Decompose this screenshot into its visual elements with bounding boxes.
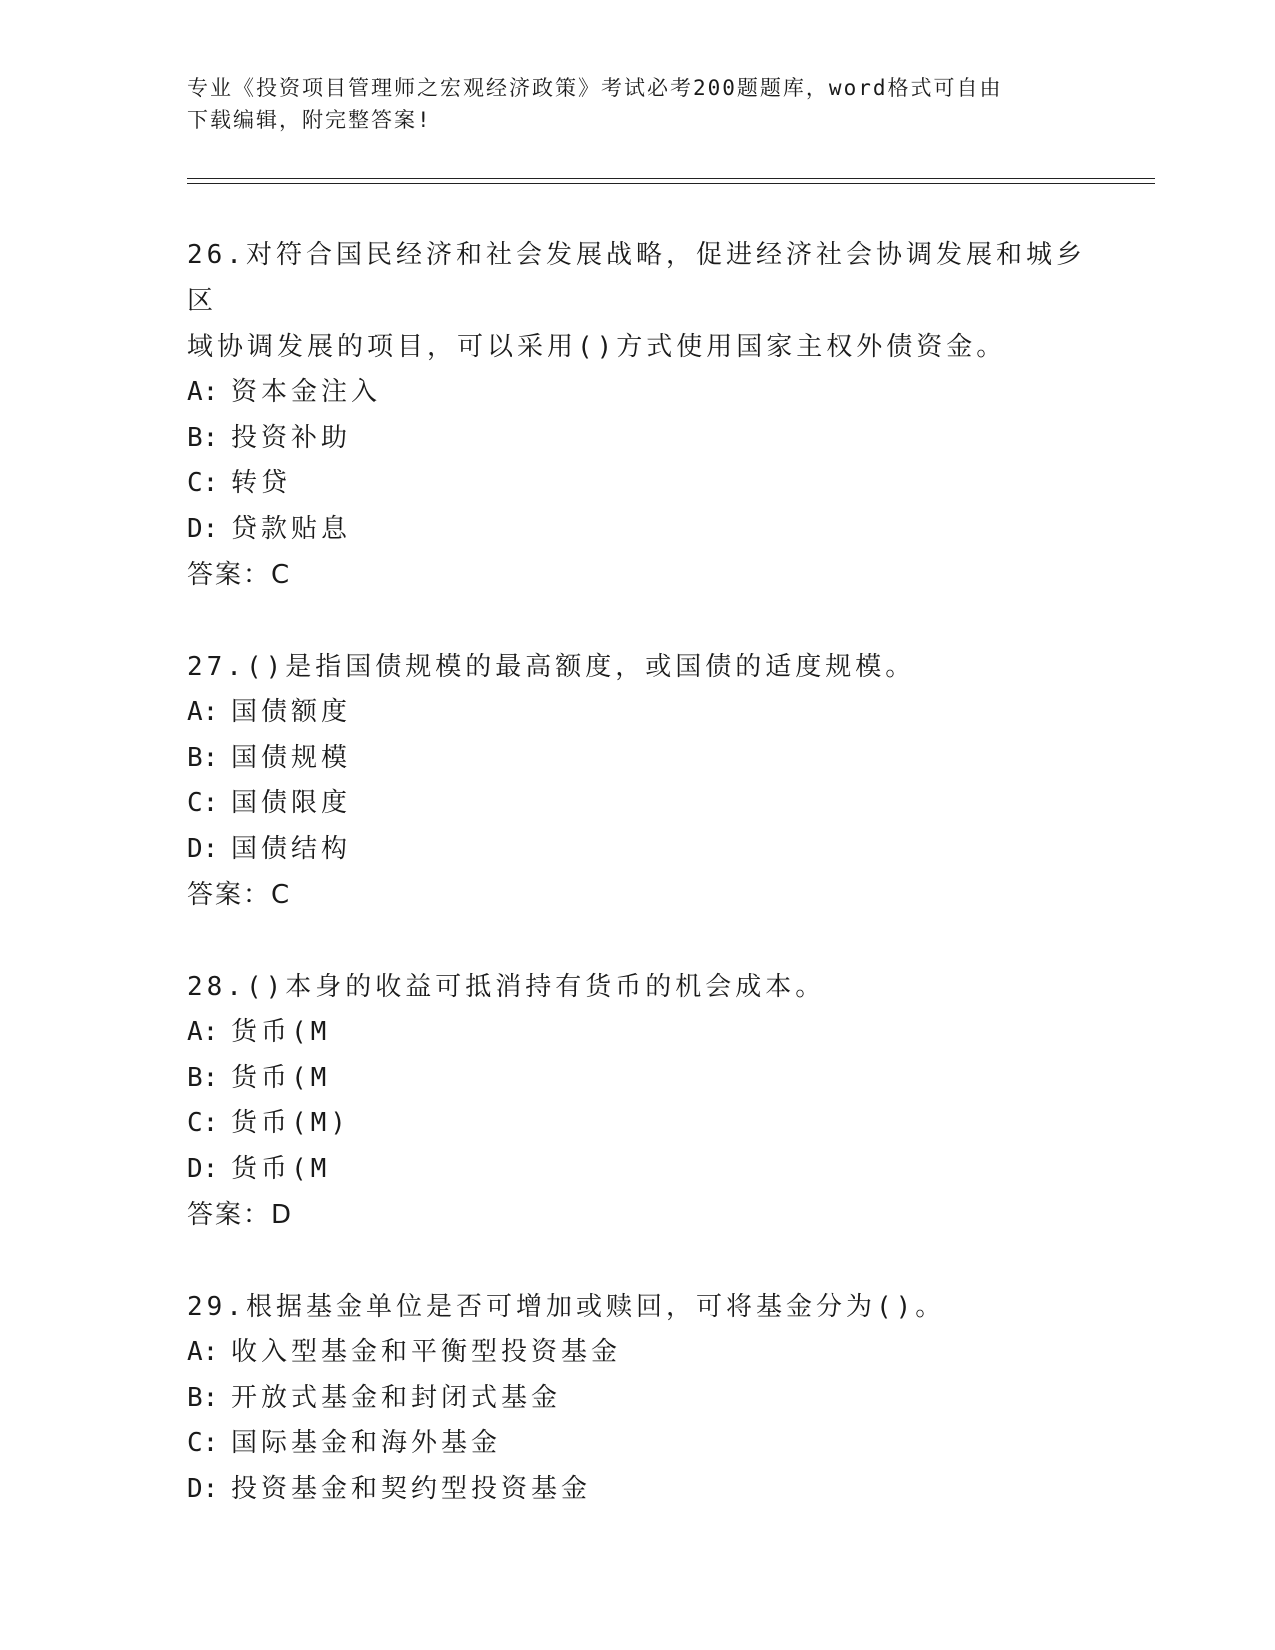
option-key: D: xyxy=(187,1153,219,1184)
option-b xyxy=(187,416,1087,462)
option-key: B: xyxy=(187,422,219,453)
answer-line: 答案：C xyxy=(187,560,292,590)
answer-line: 答案：C xyxy=(187,880,292,910)
option-text: 国债结构 xyxy=(231,833,352,864)
option-text: 国债额度 xyxy=(231,697,352,727)
option-c xyxy=(187,461,1087,507)
option-text: 国债限度 xyxy=(231,788,352,818)
option-key: B: xyxy=(187,1062,219,1093)
option-b xyxy=(187,1056,1087,1102)
option-d xyxy=(187,1467,1087,1513)
option-c xyxy=(187,1101,1087,1147)
question-stem xyxy=(187,1284,1087,1330)
option-key: C: xyxy=(187,788,219,818)
option-d xyxy=(187,1147,1087,1193)
option-key: B: xyxy=(187,742,219,773)
option-key: A: xyxy=(187,1017,219,1047)
option-text: 贷款贴息 xyxy=(231,513,352,544)
option-a xyxy=(187,690,1087,736)
question-stem xyxy=(187,232,1087,370)
option-text: 货币(M xyxy=(231,1062,331,1093)
question-stem-line: 27.()是指国债规模的最高额度，或国债的适度规模。 xyxy=(187,652,916,682)
question-stem-line: 28.()本身的收益可抵消持有货币的机会成本。 xyxy=(187,972,826,1002)
option-d xyxy=(187,507,1087,553)
option-key: C: xyxy=(187,1108,219,1138)
question-stem-line: 26.对符合国民经济和社会发展战略，促进经济社会协调发展和城乡区 xyxy=(187,240,1086,316)
option-key: D: xyxy=(187,833,219,864)
document-header xyxy=(187,72,1067,136)
option-key: A: xyxy=(187,1337,219,1367)
header-line-2: 下载编辑，附完整答案! xyxy=(187,108,432,132)
question-28 xyxy=(187,964,1087,1238)
question-27 xyxy=(187,644,1087,918)
option-text: 国债规模 xyxy=(231,742,352,773)
option-d xyxy=(187,827,1087,873)
header-line-1: 专业《投资项目管理师之宏观经济政策》考试必考200题题库，word格式可自由 xyxy=(187,76,1003,100)
option-key: D: xyxy=(187,513,219,544)
question-29 xyxy=(187,1284,1087,1512)
option-key: A: xyxy=(187,697,219,727)
option-text: 开放式基金和封闭式基金 xyxy=(231,1382,562,1413)
question-stem-line: 29.根据基金单位是否可增加或赎回，可将基金分为()。 xyxy=(187,1292,946,1322)
option-c xyxy=(187,781,1087,827)
question-stem xyxy=(187,964,1087,1010)
question-stem xyxy=(187,644,1087,690)
header-divider-top xyxy=(187,178,1155,179)
option-key: B: xyxy=(187,1382,219,1413)
option-a xyxy=(187,370,1087,416)
option-text: 投资基金和契约型投资基金 xyxy=(231,1473,592,1504)
option-b xyxy=(187,736,1087,782)
option-a xyxy=(187,1010,1087,1056)
option-text: 收入型基金和平衡型投资基金 xyxy=(231,1337,622,1367)
option-text: 投资补助 xyxy=(231,422,352,453)
answer-line: 答案：D xyxy=(187,1200,294,1230)
option-key: A: xyxy=(187,377,219,407)
option-key: C: xyxy=(187,468,219,498)
option-b xyxy=(187,1376,1087,1422)
question-stem-line: 域协调发展的项目，可以采用()方式使用国家主权外债资金。 xyxy=(187,332,1007,362)
question-list xyxy=(187,232,1087,1558)
header-divider-bottom xyxy=(187,183,1155,184)
option-text: 转贷 xyxy=(231,468,292,498)
option-c xyxy=(187,1421,1087,1467)
option-text: 资本金注入 xyxy=(231,377,382,407)
option-text: 货币(M xyxy=(231,1017,331,1047)
option-text: 货币(M xyxy=(231,1153,331,1184)
option-a xyxy=(187,1330,1087,1376)
question-26 xyxy=(187,232,1087,598)
option-key: D: xyxy=(187,1473,219,1504)
option-text: 国际基金和海外基金 xyxy=(231,1428,502,1458)
option-text: 货币(M) xyxy=(231,1108,350,1138)
option-key: C: xyxy=(187,1428,219,1458)
